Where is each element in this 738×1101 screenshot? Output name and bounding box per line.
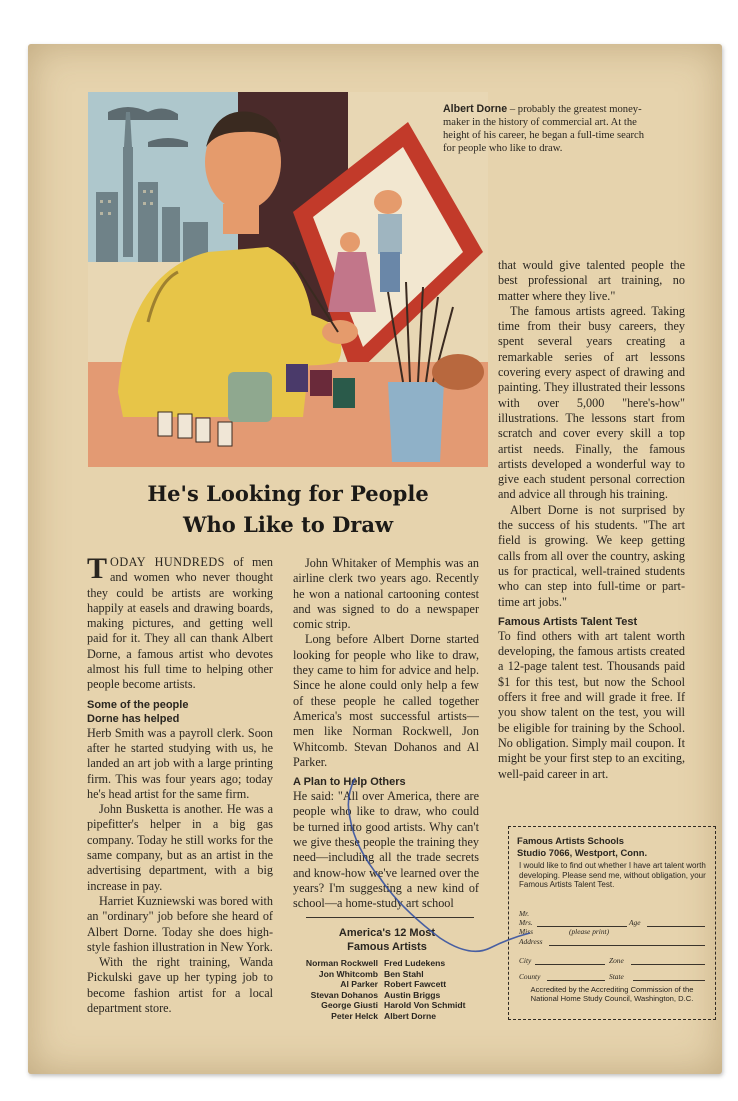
zone-line[interactable] xyxy=(631,964,705,965)
headline-line-1: He's Looking for People xyxy=(147,481,429,506)
artist-name: Ben Stahl xyxy=(384,968,424,979)
col2-subhead: A Plan to Help Others xyxy=(293,776,406,789)
col2-paragraph-1: John Whitaker of Memphis was an airline clerk two years ago. Recently he won a national cartooning contest and was signed to do a newspaper comic strip. xyxy=(293,556,479,632)
accreditation-note: Accredited by the Accrediting Commission of the National Home Study Council, Washington, D.C. xyxy=(530,985,694,1004)
col1-subhead xyxy=(87,698,273,726)
artist-illustration xyxy=(88,92,488,467)
field-label-please-print: (please print) xyxy=(569,927,610,936)
artist-name: Austin Briggs xyxy=(384,989,441,1000)
city-line[interactable] xyxy=(535,964,605,965)
field-label-zone: Zone xyxy=(609,956,624,965)
col1-p1-text: of men and women who never thought they could be artists are working happily at easels and drawing boards, making pictures, and getting well paid for it. They all can thank Albert Dorne, a famous artist who devotes almost his full time to helping other people become artists. xyxy=(87,555,273,692)
artist-name: Al Parker xyxy=(340,979,378,990)
column-3 xyxy=(498,258,685,782)
col1-paragraph-3: John Busketta is another. He was a pipefitter's helper in a big gas company. Today he still works for the same company, but as an artist in the advertising department, with a big increase in pay. xyxy=(87,802,273,893)
coupon-body: I would like to find out whether I have art talent worth developing. Please send me, without obligation, your Famous Artists Talent Test. xyxy=(519,861,706,890)
field-label-miss: Miss xyxy=(519,927,533,936)
field-label-mr: Mr. xyxy=(519,909,530,918)
caption-name: Albert Dorne xyxy=(443,103,508,115)
artist-name: Stevan Dohanos xyxy=(310,989,378,1000)
artists-heading-line-1: America's 12 Most xyxy=(338,927,436,939)
col1-subhead-line-2: Dorne has helped xyxy=(87,712,180,725)
column-1 xyxy=(87,552,273,1016)
col3-paragraph-2: The famous artists agreed. Taking time from their busy careers, they spent several years creating a remarkable series of art lessons covering every aspect of drawing and painting. They illustrated their lessons with over 5,000 "here's-how" illustrations. The lessons start from scratch and cover every skill a top artist needs. Finally, the famous artists developed a wonderful way to give each student personal correction and advice all through his training. xyxy=(498,303,685,502)
field-label-city: City xyxy=(519,956,532,965)
col2-paragraph-3: He said: "All over America, there are people who like to draw, who could be turned into good artists. Why can't we give these people the training they need—including all the trade secrets and know-how we've learned over the years? I'm suggesting a new kind of school—a home-study art school xyxy=(293,789,479,911)
col3-paragraph-3: Albert Dorne is not surprised by the success of his students. "The art field is growing. We keep getting calls from all over the country, asking us for practical, well-trained students who can step into full-time or part-time art jobs." xyxy=(498,502,685,609)
artist-name: Albert Dorne xyxy=(384,1010,437,1021)
headline-line-2: Who Like to Draw xyxy=(182,512,394,537)
field-label-address: Address xyxy=(519,937,543,946)
field-label-state: State xyxy=(609,972,624,981)
artist-name: Peter Helck xyxy=(331,1010,378,1021)
pen-scribble-mark xyxy=(300,770,540,970)
col1-subhead-line-1: Some of the people xyxy=(87,698,189,711)
age-line[interactable] xyxy=(647,926,705,927)
headline xyxy=(88,478,488,540)
address-line[interactable] xyxy=(549,945,705,946)
artist-name: Harold Von Schmidt xyxy=(384,1000,466,1011)
artist-name: Fred Ludekens xyxy=(384,958,446,968)
col1-paragraph-1 xyxy=(87,552,273,693)
col1-paragraph-2: Herb Smith was a payroll clerk. Soon after he started studying with us, he landed an art job with a large printing firm. This was four years ago; today he's head artist for the same firm. xyxy=(87,725,273,801)
field-label-mrs: Mrs. xyxy=(519,918,533,927)
col1-paragraph-4: Harriet Kuzniewski was bored with an "ordinary" job before she heard of Albert Dorne. Today she does high-style fashion illustration in New York. xyxy=(87,893,273,954)
dropcap: T xyxy=(87,552,108,585)
illustration-caption xyxy=(443,103,658,155)
col1-paragraph-5: With the right training, Wanda Pickulski gave up her typing job to become fashion artist for a local department store. xyxy=(87,955,273,1016)
field-label-age: Age xyxy=(629,918,641,927)
artist-name: Norman Rockwell xyxy=(305,958,378,968)
col2-paragraph-2: Long before Albert Dorne started looking for people who like to draw, they came to him for advice and help. Since he alone could only help a few of these people he called together America's most successful artists—men like Norman Rockwell, Jon Whitcomb. Stevan Dohanos and Al Parker. xyxy=(293,632,479,769)
col3-paragraph-1: that would give talented people the best professional art training, no matter where they live." xyxy=(498,258,685,303)
field-label-county: County xyxy=(519,972,541,981)
lead-caps: ODAY HUNDREDS xyxy=(110,555,225,569)
county-line[interactable] xyxy=(547,980,605,981)
artist-name: Robert Fawcett xyxy=(384,979,447,990)
coupon-title-line-1: Famous Artists Schools xyxy=(517,835,624,846)
artist-name: George Giusti xyxy=(321,1000,378,1011)
caption-text: – probably the greatest money-maker in the history of commercial art. At the height of his career, he began a full-time search for people who like to draw. xyxy=(443,104,645,154)
artist-name: Jon Whitcomb xyxy=(318,968,378,979)
col3-subhead: Famous Artists Talent Test xyxy=(498,615,638,628)
state-line[interactable] xyxy=(633,980,705,981)
coupon-title-line-2: Studio 7066, Westport, Conn. xyxy=(517,846,648,858)
artists-heading-line-2: Famous Artists xyxy=(347,941,427,953)
col3-paragraph-4: To find others with art talent worth developing, the famous artists created a 12-page talent test. Thousands paid $1 for this test, but now the School offers it free and will grade it free. If you show talent on the test, you will be eligible for training by the School. No obligation. Simply mail coupon. It might be your first step to an exciting, well-paid career in art. xyxy=(498,628,685,781)
